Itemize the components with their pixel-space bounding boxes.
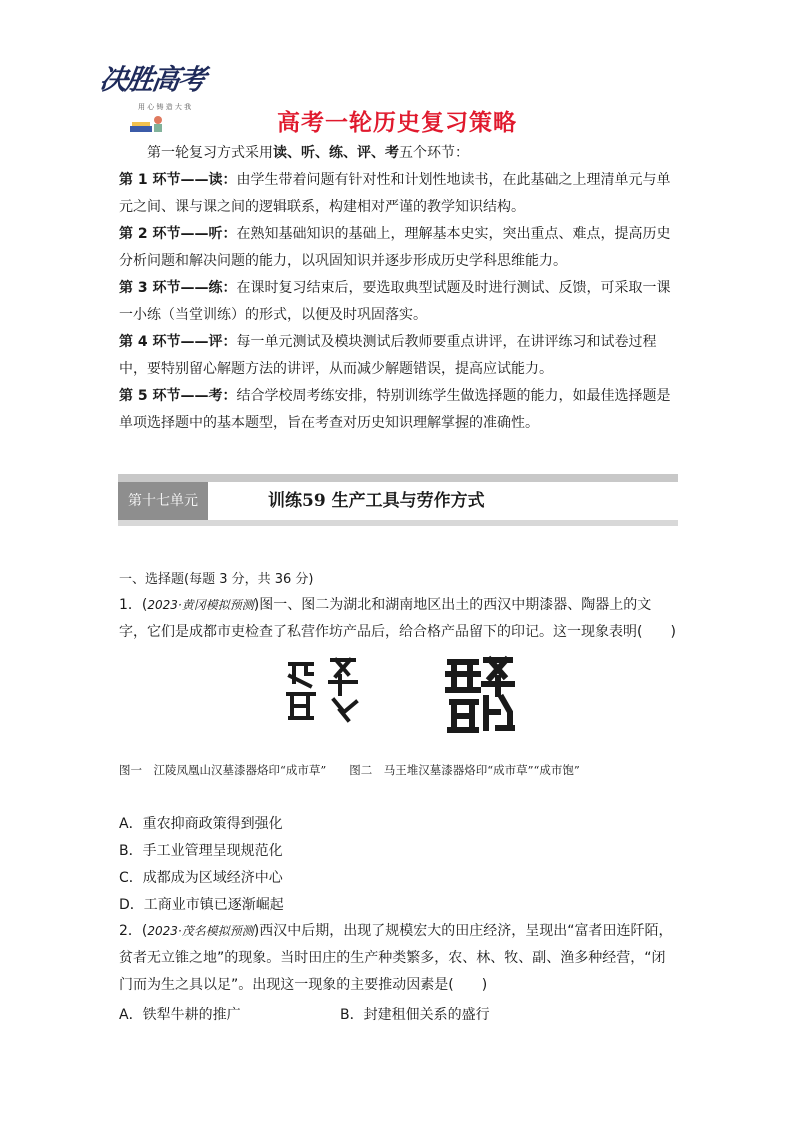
question-source: 2023·茂名模拟预测 xyxy=(147,924,254,938)
step-3 xyxy=(119,275,679,329)
banner-top-bar xyxy=(118,474,678,482)
q1-option-c[interactable]: C．成都成为区域经济中心 xyxy=(119,870,283,886)
step-text: 在熟知基础知识的基础上，理解基本史实，突出重点、难点，提高历史分析问题和解决问题的能力，以巩固知识并逐步形成历史学科思维能力。 xyxy=(119,226,671,269)
logo-text: 决胜高考 xyxy=(97,63,207,96)
step-4 xyxy=(119,329,679,383)
step-1 xyxy=(119,167,679,221)
question-2-stem xyxy=(119,918,679,999)
q2-option-b[interactable]: B．封建租佃关系的盛行 xyxy=(340,1007,490,1023)
step-text: 结合学校周考练安排，特别训练学生做选择题的能力，如最佳选择题是单项选择题中的基本题型，旨在考查对历史知识理解掌握的准确性。 xyxy=(119,388,671,431)
banner-bottom-bar xyxy=(118,520,678,526)
step-label: 第 4 环节——评： xyxy=(119,334,237,350)
step-2 xyxy=(119,221,679,275)
intro-paragraph xyxy=(119,140,679,167)
step-label: 第 1 环节——读： xyxy=(119,172,237,188)
question-number: 1．( xyxy=(119,597,148,613)
training-title: 训练59 生产工具与劳作方式 xyxy=(268,491,485,511)
q1-option-d[interactable]: D．工商业市镇已逐渐崛起 xyxy=(119,897,284,913)
step-text: 由学生带着问题有针对性和计划性地读书，在此基础之上理清单元与单元之间、课与课之间的逻辑联系，构建相对严谨的教学知识结构。 xyxy=(119,172,671,215)
seal-figure-1 xyxy=(288,660,356,720)
intro-suffix: 五个环节： xyxy=(399,145,469,161)
question-1-stem xyxy=(119,592,679,646)
question-source: 2023·黄冈模拟预测 xyxy=(147,598,254,612)
step-label: 第 5 环节——考： xyxy=(119,388,237,404)
unit-banner xyxy=(118,474,678,528)
seal-figure-2 xyxy=(448,660,512,730)
unit-label: 第十七单元 xyxy=(118,482,208,520)
intro-prefix: 第一轮复习方式采用 xyxy=(147,145,273,161)
intro-emph: 读、听、练、评、考 xyxy=(273,145,399,161)
q1-option-b[interactable]: B．手工业管理呈现规范化 xyxy=(119,843,283,859)
seal-images xyxy=(278,650,548,750)
question-text: )西汉中后期，出现了规模宏大的田庄经济，呈现出“富者田连阡陌，贫者无立锥之地”的现象。当时田庄的生产种类繁多，农、林、牧、副、渔多种经营，“闭门而为生之具以足”。出现这一现象的主要推动因素是( ) xyxy=(119,923,673,993)
step-text: 在课时复习结束后，要选取典型试题及时进行测试、反馈，可采取一课一小练（当堂训练）的形式，以便及时巩固落实。 xyxy=(119,280,671,323)
question-text: )图一、图二为湖北和湖南地区出土的西汉中期漆器、陶器上的文字，它们是成都市吏检查了私营作坊产品后，给合格产品留下的印记。这一现象表明( ) xyxy=(119,597,676,640)
figure-caption: 图一 江陵凤凰山汉墓漆器烙印“成市草” 图二 马王堆汉墓漆器烙印“成市草”“成市饱” xyxy=(119,763,580,777)
q1-option-a[interactable]: A．重农抑商政策得到强化 xyxy=(119,816,283,832)
step-label: 第 3 环节——练： xyxy=(119,280,237,296)
step-text: 每一单元测试及模块测试后教师要重点讲评，在讲评练习和试卷过程中，要特别留心解题方法的讲评，从而减少解题错误，提高应试能力。 xyxy=(119,334,657,377)
question-number: 2．( xyxy=(119,923,148,939)
step-label: 第 2 环节——听： xyxy=(119,226,237,242)
page-title: 高考一轮历史复习策略 xyxy=(277,110,517,136)
section-heading: 一、选择题(每题 3 分，共 36 分) xyxy=(119,572,314,587)
q2-option-a[interactable]: A．铁犁牛耕的推广 xyxy=(119,1007,241,1023)
step-5 xyxy=(119,383,679,437)
logo-subtext: 用 心 铸 造 大 我 xyxy=(138,103,192,111)
